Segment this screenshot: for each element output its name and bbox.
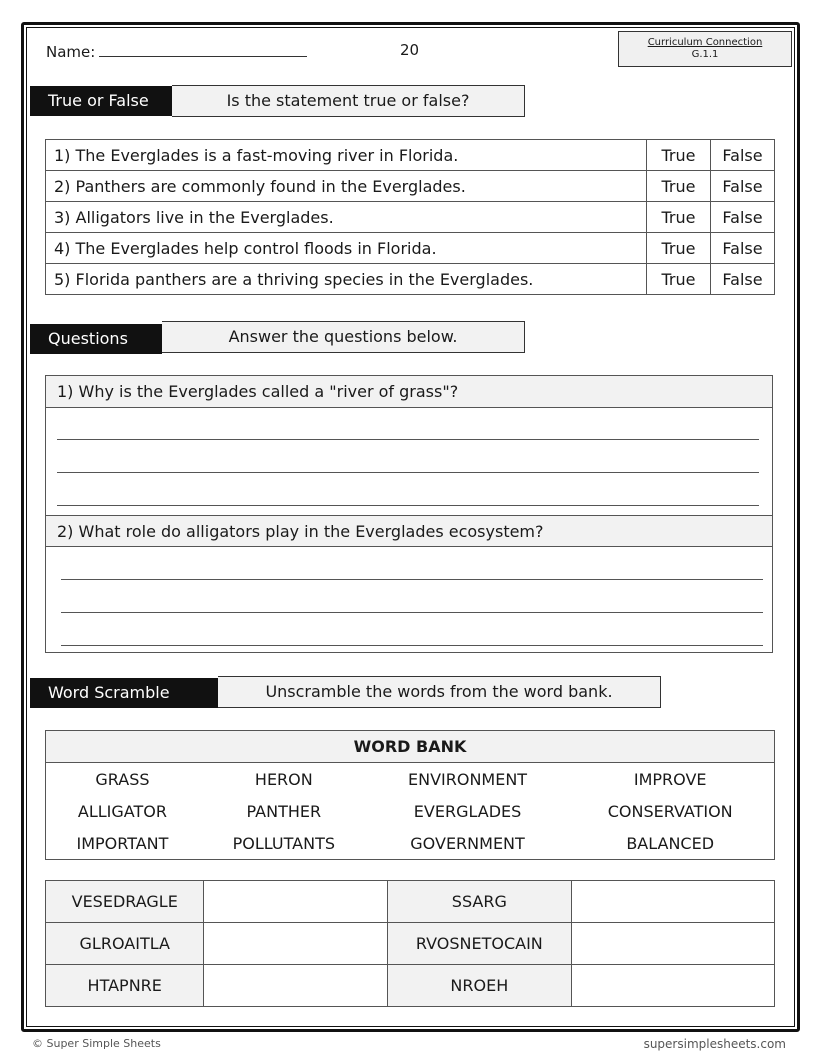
statement-text: 4) The Everglades help control floods in Florida. [46,233,647,264]
true-option[interactable]: True [647,171,711,202]
answer-cell[interactable] [572,923,775,965]
word-bank-word: PANTHER [246,801,322,821]
answer-line[interactable] [57,472,759,473]
false-option[interactable]: False [711,140,775,171]
word-scramble-section-label: Word Scramble [30,678,218,708]
answer-line[interactable] [57,439,759,440]
false-option[interactable]: False [711,233,775,264]
name-blank-line[interactable] [99,41,307,57]
true-false-table [45,139,775,295]
word-bank-title: WORD BANK [46,731,775,763]
word-bank-word: CONSERVATION [566,795,774,827]
word-bank-word: GRASS [46,763,199,796]
word-bank-table [45,730,775,860]
scramble-row [46,923,775,965]
curriculum-title: Curriculum Connection [647,37,763,48]
true-option[interactable]: True [647,140,711,171]
true-false-row [46,171,775,202]
questions-section-label: Questions [30,324,162,354]
true-option[interactable]: True [647,202,711,233]
name-field [46,41,307,61]
footer-website[interactable]: supersimplesheets.com [643,1037,786,1051]
answer-cell[interactable] [572,965,775,1007]
scrambled-word: SSARG [387,881,571,923]
answer-cell[interactable] [204,965,387,1007]
false-option[interactable]: False [711,202,775,233]
name-label: Name: [46,43,96,61]
scramble-row [46,881,775,923]
answer-cell[interactable] [572,881,775,923]
word-bank-word: POLLUTANTS [199,827,369,860]
scrambled-word: GLROAITLA [46,923,204,965]
answer-line[interactable] [61,645,763,646]
footer-copyright: © Super Simple Sheets [32,1037,161,1050]
scrambled-word: HTAPNRE [46,965,204,1007]
word-bank-word: IMPORTANT [46,827,199,860]
word-bank-word: ALLIGATOR [46,795,199,827]
word-bank-word: GOVERNMENT [369,827,567,860]
scrambled-word: RVOSNETOCAIN [387,923,571,965]
word-bank-word: HERON [254,769,313,789]
statement-text: 2) Panthers are commonly found in the Everglades. [46,171,647,202]
true-option[interactable]: True [647,233,711,264]
curriculum-connection-box [618,31,792,67]
scramble-row [46,965,775,1007]
curriculum-code: G.1.1 [691,49,719,60]
false-option[interactable]: False [711,264,775,295]
answer-line[interactable] [61,579,763,580]
word-bank-row [46,795,775,827]
word-bank-row [46,827,775,860]
statement-text: 3) Alligators live in the Everglades. [46,202,647,233]
word-bank-word: EVERGLADES [413,801,522,821]
statement-text: 1) The Everglades is a fast-moving river in Florida. [46,140,647,171]
true-false-section-label: True or False [30,86,172,116]
false-option[interactable]: False [711,171,775,202]
scrambled-word: NROEH [387,965,571,1007]
true-false-row [46,140,775,171]
answer-cell[interactable] [204,881,387,923]
word-scramble-instruction: Unscramble the words from the word bank. [218,676,661,708]
scramble-table [45,880,775,1007]
true-false-instruction: Is the statement true or false? [172,85,525,117]
scrambled-word: VESEDRAGLE [46,881,204,923]
question-1: 1) Why is the Everglades called a "river of grass"? [46,376,772,408]
questions-box [45,375,773,653]
true-false-row [46,264,775,295]
word-bank-word: ENVIRONMENT [408,769,528,789]
word-bank-word: IMPROVE [566,763,774,796]
statement-text: 5) Florida panthers are a thriving species in the Everglades. [46,264,647,295]
true-false-row [46,233,775,264]
answer-cell[interactable] [204,923,387,965]
question-2: 2) What role do alligators play in the Everglades ecosystem? [46,515,772,547]
word-bank-word: BALANCED [566,827,774,860]
true-false-row [46,202,775,233]
true-option[interactable]: True [647,264,711,295]
answer-line[interactable] [61,612,763,613]
word-bank-row [46,763,775,796]
answer-line[interactable] [57,505,759,506]
page-number: 20 [400,41,420,59]
questions-instruction: Answer the questions below. [162,321,525,353]
